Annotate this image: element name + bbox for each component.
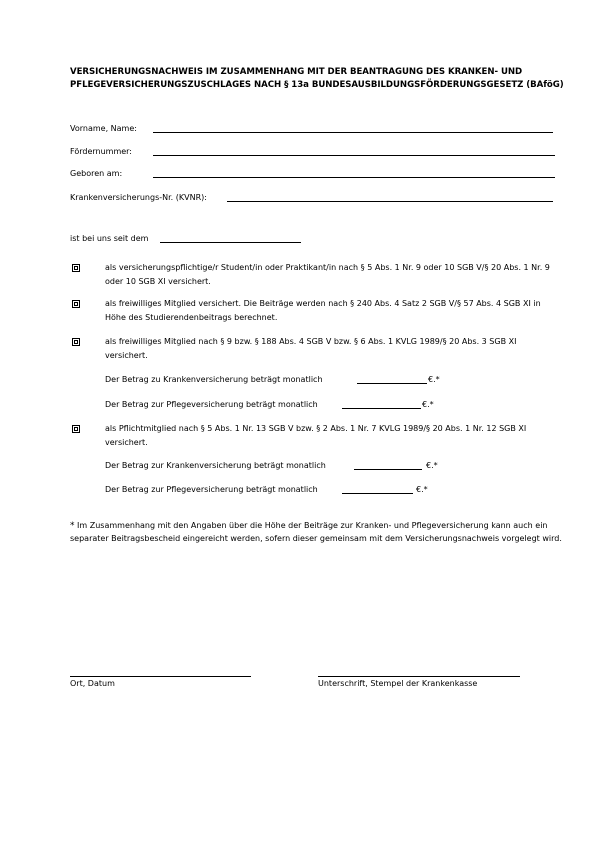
option-3-checkbox[interactable] [72,338,80,346]
geboren-input-line[interactable] [153,177,555,178]
option-4-pflege-input-line[interactable] [342,493,413,494]
option-3-kranken-input-line[interactable] [357,383,427,384]
option-4-pflege-currency: €.* [416,485,428,494]
option-2-checkbox[interactable] [72,300,80,308]
footnote-text: Im Zusammenhang mit den Angaben über die Höhe der Beiträge zur Kranken- und Pflegeversicherung kann auch ein separater Beitragsbescheid eingereicht werden, sofern dieser gemeinsam mit dem Versicherungsnachweis vorgelegt wird. [70,521,562,543]
option-4-kranken-label: Der Betrag zur Krankenversicherung beträgt monatlich [105,461,326,470]
name-field-row [70,124,137,133]
option-3-pflege-input-line[interactable] [342,408,421,409]
option-3-kranken-currency: €.* [428,375,440,384]
option-3-kranken-row [105,375,323,384]
foerdernummer-input-line[interactable] [153,155,555,156]
option-3-kranken-label: Der Betrag zu Krankenversicherung beträgt monatlich [105,375,323,384]
ort-datum-line[interactable] [70,676,251,677]
unterschrift-label: Unterschrift, Stempel der Krankenkasse [318,679,478,688]
geboren-field-row [70,169,122,178]
option-3-pflege-label: Der Betrag zur Pflegeversicherung beträgt monatlich [105,400,318,409]
kvnr-input-line[interactable] [227,201,553,202]
option-4-kranken-row [105,461,326,470]
kvnr-field-row [70,193,207,202]
geboren-label: Geboren am: [70,169,123,178]
name-label: Vorname, Name: [70,124,137,133]
option-2-text: als freiwilliges Mitglied versichert. Die Beiträge werden nach § 240 Abs. 4 Satz 2 SGB V/§ 57 Abs. 4 SGB XI in Höhe des Studierendenbeitrags berechnet. [105,299,541,322]
ort-datum-label: Ort, Datum [70,679,115,688]
option-4-kranken-currency: €.* [426,461,438,470]
foerdernummer-label: Fördernummer: [70,147,132,156]
kvnr-label: Krankenversicherungs-Nr. (KVNR): [70,193,207,202]
seit-label: ist bei uns seit dem [70,234,149,243]
option-4-text: als Pflichtmitglied nach § 5 Abs. 1 Nr. 13 SGB V bzw. § 2 Abs. 1 Nr. 7 KVLG 1989/§ 20 Abs. 1 Nr. 12 SGB XI versichert. [105,424,527,447]
option-3-pflege-currency: €.* [422,400,434,409]
option-1-text: als versicherungspflichtige/r Student/in oder Praktikant/in nach § 5 Abs. 1 Nr. 9 oder 10 SGB V/§ 20 Abs. 1 Nr. 9 oder 10 SGB XI versichert. [105,263,550,286]
document-title: VERSICHERUNGSNACHWEIS IM ZUSAMMENHANG MIT DER BEANTRAGUNG DES KRANKEN- UND PFLEGEVERSICHERUNGSZUSCHLAGES NACH § 13a BUNDESAUSBILDUNGSFÖRDERUNGSGESETZ (BAföG) [70,67,564,90]
foerdernummer-field-row [70,147,132,156]
option-3-pflege-row [105,400,318,409]
option-4-kranken-input-line[interactable] [354,469,422,470]
option-4-pflege-label: Der Betrag zur Pflegeversicherung beträgt monatlich [105,485,318,494]
option-4-pflege-row [105,485,318,494]
footnote-star: * [70,521,75,531]
name-input-line[interactable] [153,132,553,133]
seit-field-row [70,234,148,243]
option-4-checkbox[interactable] [72,425,80,433]
unterschrift-line[interactable] [318,676,520,677]
option-1-checkbox[interactable] [72,264,80,272]
option-3-text: als freiwilliges Mitglied nach § 9 bzw. § 188 Abs. 4 SGB V bzw. § 6 Abs. 1 KVLG 1989/§ 20 Abs. 3 SGB XI versichert. [105,337,517,360]
footnote [70,520,562,545]
seit-input-line[interactable] [160,242,301,243]
